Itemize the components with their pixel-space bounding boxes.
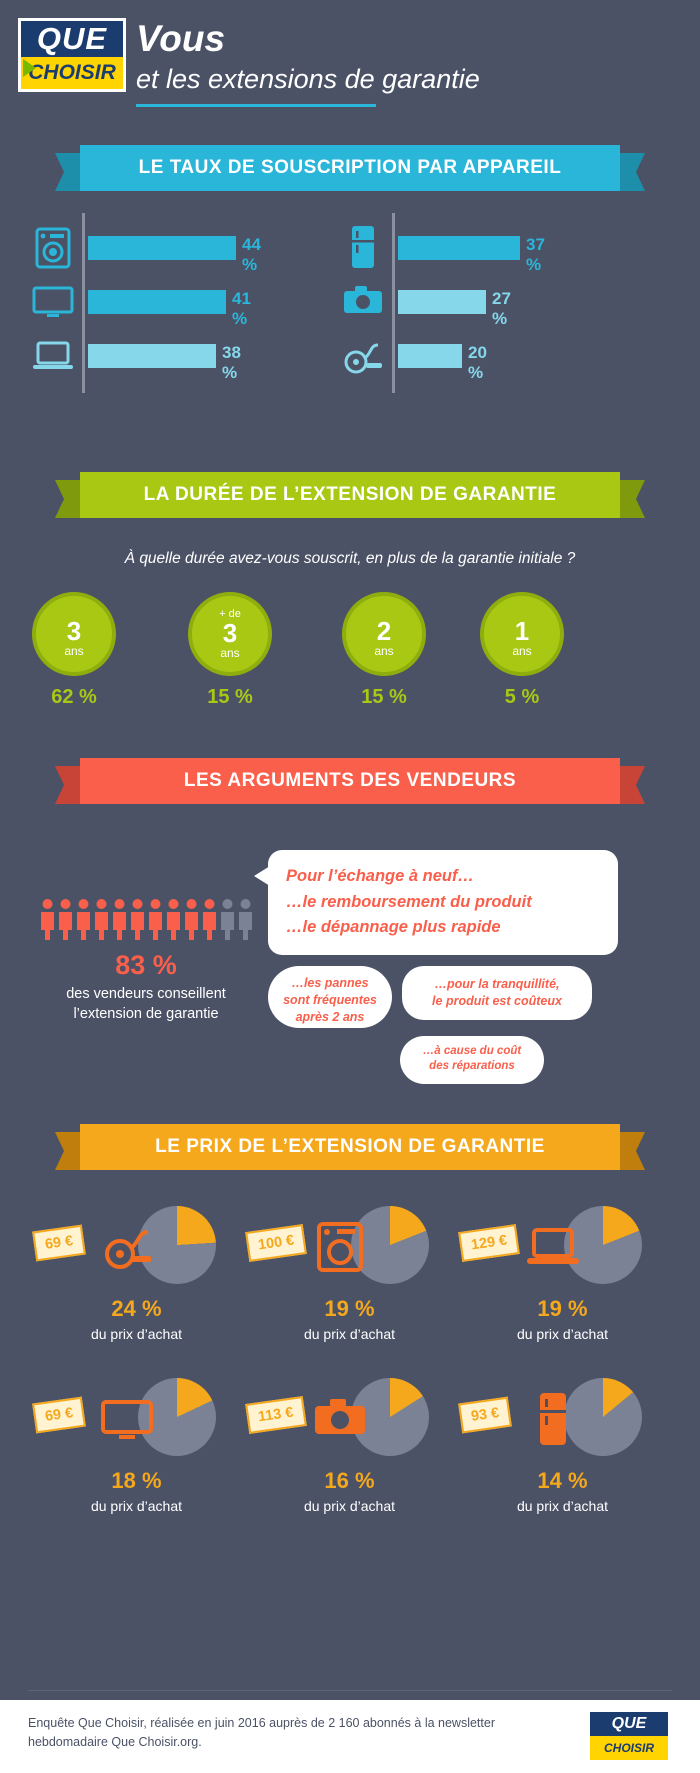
person-icon-muted [238,898,253,940]
price-sublabel: du prix d’achat [90,1498,183,1514]
price-tag: 69 € [32,1225,86,1262]
people-pictogram [40,898,250,940]
footer-logo-bottom: CHOISIR [590,1736,668,1760]
duration-circle [32,592,116,676]
person-icon [76,898,91,940]
que-choisir-logo [18,18,126,92]
price-sublabel: du prix d’achat [90,1326,183,1342]
person-icon [130,898,145,940]
duration-circle-unit: ans [374,644,394,658]
duration-percent: 15 % [207,686,253,708]
person-icon [58,898,73,940]
duration-circle [342,592,426,676]
person-icon [94,898,109,940]
price-cell [20,1200,253,1370]
bar-fill [88,344,216,368]
duration-circle-prefix: + de [219,608,241,620]
play-triangle-icon [23,59,36,77]
price-percent: 24 % [111,1296,162,1321]
banner-duration [50,472,650,518]
page-title-line2: et les extensions de garantie [136,64,480,94]
sellers-caption: des vendeurs conseillent l’extension de garantie [66,986,226,1023]
banner-price-label: LE PRIX DE L’EXTENSION DE GARANTIE [80,1124,620,1170]
footer-divider [28,1690,672,1691]
price-cell [20,1372,253,1542]
vacuum-icon [340,333,386,379]
person-icon [148,898,163,940]
price-tag: 113 € [245,1396,306,1434]
vacuum-icon [98,1218,156,1276]
bubble-line: …à cause du coût [422,1045,522,1057]
price-tag: 69 € [32,1397,86,1434]
bar-axis-left [82,213,85,393]
price-cell [446,1200,679,1370]
banner-duration-label: LA DURÉE DE L’EXTENSION DE GARANTIE [80,472,620,518]
price-cell [446,1372,679,1542]
camera-icon [311,1390,369,1448]
footer-source-text: Enquête Que Choisir, réalisée en juin 2016 auprès de 2 160 abonnés à la newsletter hebdomadaire Que Choisir.org. [28,1716,495,1749]
bar-value-label: 44 % [242,235,261,274]
title-underline [136,104,376,107]
bubble-line: …le dépannage plus rapide [286,918,501,937]
person-icon [112,898,127,940]
price-sublabel: du prix d’achat [303,1498,396,1514]
bar-fill [88,236,236,260]
person-icon [184,898,199,940]
footer-logo [590,1712,668,1760]
laptop-icon [30,333,76,379]
price-percent: 14 % [537,1468,588,1493]
duration-circle-value: 3 [66,616,82,646]
subscription-bar-chart [0,205,700,405]
price-sublabel: du prix d’achat [303,1326,396,1342]
bar-value-label: 38 % [222,343,241,382]
duration-circle [480,592,564,676]
duration-circle-unit: ans [64,644,84,658]
bar-fill [398,344,462,368]
fridge-icon [524,1390,582,1448]
duration-circle-value: 3 [222,618,238,649]
page-title-line1: Vous [136,18,226,59]
duration-percent: 5 % [504,686,540,708]
bar-value-label: 20 % [468,343,487,382]
price-percent: 19 % [537,1296,588,1321]
bubble-line: après 2 ans [295,1009,365,1024]
price-percent: 18 % [111,1468,162,1493]
person-icon [40,898,55,940]
duration-circle [188,592,272,676]
price-cell [233,1372,466,1542]
banner-price [50,1124,650,1170]
bar-fill [398,290,486,314]
footer-logo-top: QUE [611,1715,647,1732]
duration-circle-value: 2 [376,616,392,646]
price-sublabel: du prix d’achat [516,1326,609,1342]
bar-value-label: 27 % [492,289,511,328]
bar-value-label: 41 % [232,289,251,328]
argument-bubble-tranquillite [402,966,592,1020]
person-icon [202,898,217,940]
logo-top-text: QUE [21,21,123,57]
bubble-line: …pour la tranquillité, [434,977,560,991]
duration-circle-unit: ans [512,644,532,658]
tv-icon [30,279,76,325]
sellers-percent: 83 % [115,950,177,980]
bubble-line: …le remboursement du produit [286,892,532,911]
price-tag: 100 € [245,1224,307,1262]
header [0,0,700,125]
camera-icon [340,279,386,325]
bubble-line: sont fréquentes [283,992,377,1007]
person-icon-muted [220,898,235,940]
banner-subscription [50,145,650,191]
bubble-line: Pour l’échange à neuf… [286,867,474,885]
bubble-line: le produit est coûteux [432,993,562,1008]
price-tag: 93 € [458,1397,512,1434]
laptop-icon [524,1218,582,1276]
bar-column-left [20,205,330,405]
bar-axis-right [392,213,395,393]
banner-subscription-label: LE TAUX DE SOUSCRIPTION PAR APPAREIL [80,145,620,191]
washing-machine-icon [30,225,76,271]
logo-bottom-text: CHOISIR [21,57,123,89]
tv-icon [98,1390,156,1448]
banner-sellers [50,758,650,804]
washing-machine-icon [311,1218,369,1276]
argument-bubble-main [268,850,618,955]
bar-column-right [330,205,640,405]
duration-circle-value: 1 [514,616,530,646]
argument-bubble-cout [400,1036,544,1084]
duration-circle-unit: ans [220,646,240,661]
bar-fill [88,290,226,314]
price-percent: 19 % [324,1296,375,1321]
bar-value-label: 37 % [526,235,545,274]
price-cell [233,1200,466,1370]
duration-question: À quelle durée avez-vous souscrit, en plus de la garantie initiale ? [124,550,576,567]
duration-percent: 62 % [51,686,97,708]
price-sublabel: du prix d’achat [516,1498,609,1514]
price-tag: 129 € [458,1224,520,1262]
person-icon [166,898,181,940]
price-percent: 16 % [324,1468,375,1493]
fridge-icon [340,225,386,271]
duration-percent: 15 % [361,686,407,708]
footer [0,1700,700,1773]
banner-sellers-label: LES ARGUMENTS DES VENDEURS [80,758,620,804]
bubble-line: des réparations [429,1059,515,1072]
bubble-line: …les pannes [291,976,369,990]
argument-bubble-pannes [268,966,392,1028]
bar-fill [398,236,520,260]
